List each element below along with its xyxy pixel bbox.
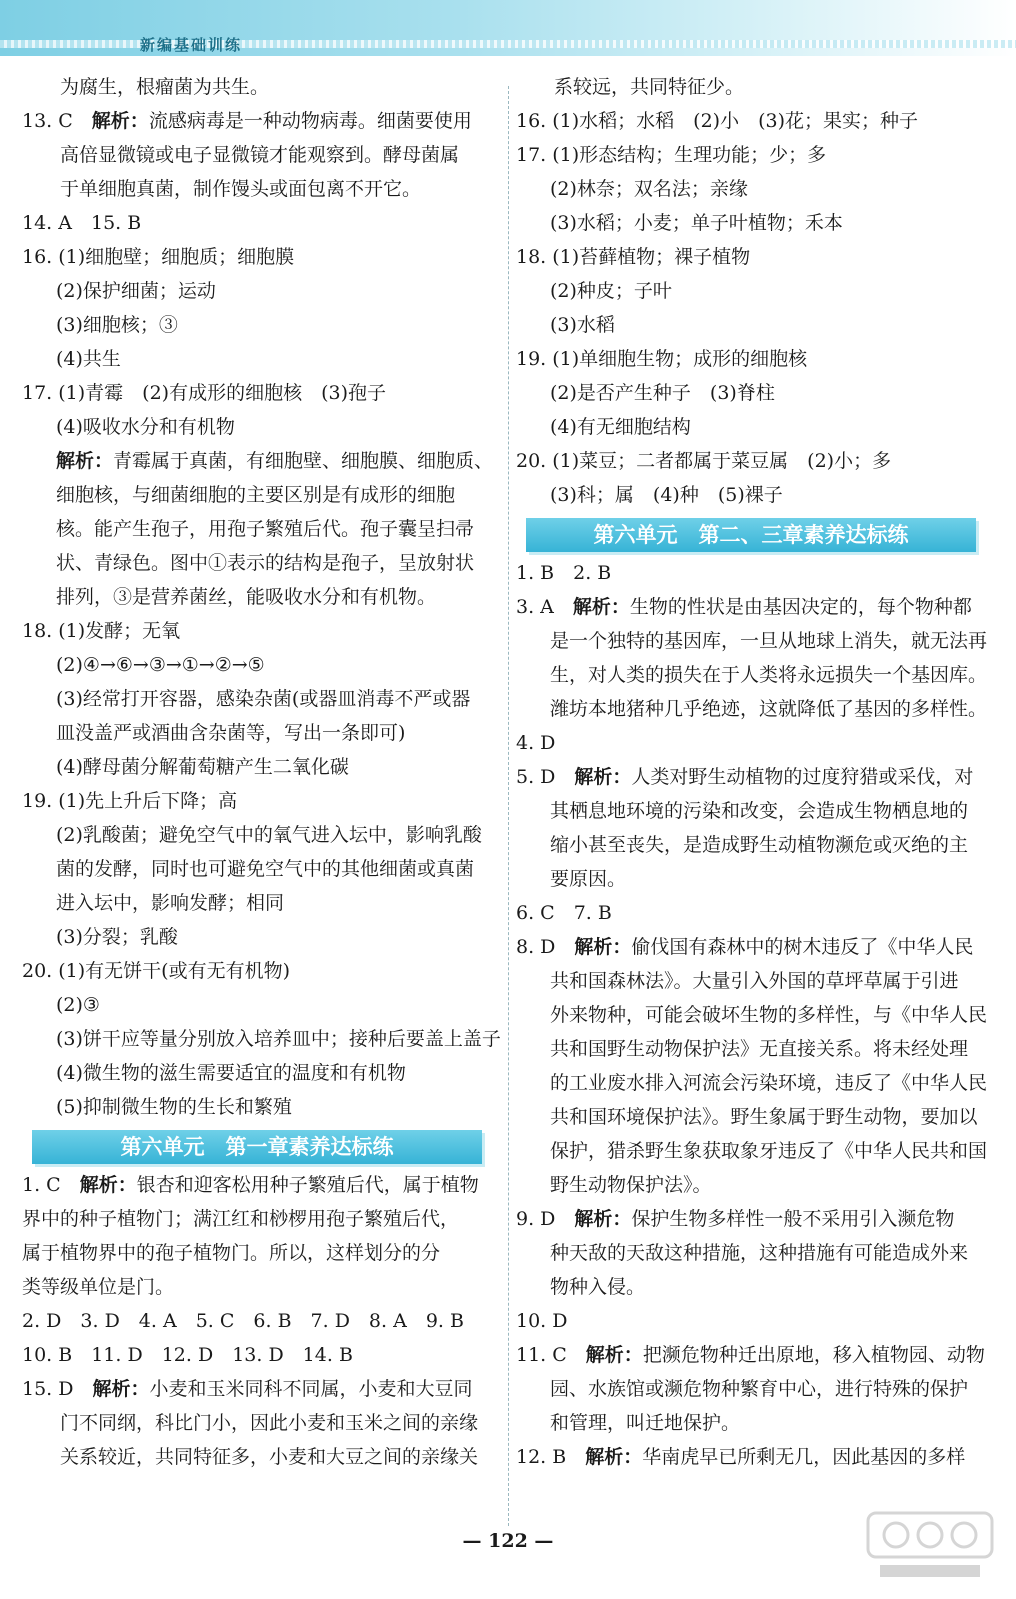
text-line: 16. (1)水稻；水稻 (2)小 (3)花；果实；种子 bbox=[516, 110, 918, 132]
text-line: 5. D 解析：人类对野生动植物的过度狩猎或采伐，对 bbox=[516, 766, 974, 788]
text-line: (2)保护细菌；运动 bbox=[56, 280, 216, 302]
text-line: 潍坊本地猪种几乎绝迹，这就降低了基因的多样性。 bbox=[550, 698, 988, 720]
text-line: 于单细胞真菌，制作馒头或面包离不开它。 bbox=[60, 178, 422, 200]
text-line: 界中的种子植物门；满江红和桫椤用孢子繁殖后代， bbox=[22, 1208, 460, 1230]
watermark-logo bbox=[860, 1505, 1000, 1585]
text-line: 共和国环境保护法》。野生象属于野生动物，要加以 bbox=[550, 1106, 978, 1128]
text-line: 解析：青霉属于真菌，有细胞壁、细胞膜、细胞质、 bbox=[56, 450, 494, 472]
text-line: (3)科；属 (4)种 (5)裸子 bbox=[550, 484, 783, 506]
text-line: (2)林奈；双名法；亲缘 bbox=[550, 178, 748, 200]
text-line: 的工业废水排入河流会污染环境，违反了《中华人民 bbox=[550, 1072, 988, 1094]
text-line: 进入坛中，影响发酵；相同 bbox=[56, 892, 285, 914]
text-line: 生，对人类的损失在于人类将永远损失一个基因库。 bbox=[550, 664, 988, 686]
text-line: 11. C 解析：把濒危物种迁出原地，移入植物园、动物 bbox=[516, 1344, 985, 1366]
text-line: 10. B 11. D 12. D 13. D 14. B bbox=[22, 1344, 353, 1366]
text-line: 10. D bbox=[516, 1310, 568, 1332]
text-line: (3)分裂；乳酸 bbox=[56, 926, 178, 948]
text-line: (3)细胞核；③ bbox=[56, 314, 178, 336]
left-column bbox=[22, 70, 500, 1474]
text-line: 核。能产生孢子，用孢子繁殖后代。孢子囊呈扫帚 bbox=[56, 518, 475, 540]
text-line: 种天敌的天敌这种措施，这种措施有可能造成外来 bbox=[550, 1242, 969, 1264]
text-line: 缩小甚至丧失，是造成野生动植物濒危或灭绝的主 bbox=[550, 834, 969, 856]
text-line: 15. D 解析：小麦和玉米同科不同属，小麦和大豆同 bbox=[22, 1378, 473, 1400]
text-line: (4)微生物的滋生需要适宜的温度和有机物 bbox=[56, 1062, 406, 1084]
page-header-band bbox=[0, 0, 1016, 56]
text-line: 要原因。 bbox=[550, 868, 627, 890]
text-line: 20. (1)有无饼干(或有无有机物) bbox=[22, 960, 290, 982]
text-line: 菌的发酵，同时也可避免空气中的其他细菌或真菌 bbox=[56, 858, 475, 880]
text-line: (3)饼干应等量分别放入培养皿中；接种后要盖上盖子 bbox=[56, 1028, 501, 1050]
right-column bbox=[516, 70, 994, 1474]
text-line: 4. D bbox=[516, 732, 556, 754]
text-line: (4)吸收水分和有机物 bbox=[56, 416, 235, 438]
text-line: 和管理，叫迁地保护。 bbox=[550, 1412, 741, 1434]
text-line: 17. (1)青霉 (2)有成形的细胞核 (3)孢子 bbox=[22, 382, 386, 404]
text-line: 系较远，共同特征少。 bbox=[554, 76, 745, 98]
text-line: (2)④→⑥→③→①→②→⑤ bbox=[56, 654, 265, 676]
text-line: (4)共生 bbox=[56, 348, 121, 370]
section-title: 第六单元 第一章素养达标练 bbox=[32, 1130, 482, 1164]
text-line: 1. B 2. B bbox=[516, 562, 612, 584]
text-line: 6. C 7. B bbox=[516, 902, 612, 924]
text-line: (4)有无细胞结构 bbox=[550, 416, 691, 438]
text-line: 属于植物界中的孢子植物门。所以，这样划分的分 bbox=[22, 1242, 441, 1264]
text-line: 其栖息地环境的污染和改变，会造成生物栖息地的 bbox=[550, 800, 969, 822]
text-line: 排列，③是营养菌丝，能吸收水分和有机物。 bbox=[56, 586, 437, 608]
text-line: 13. C 解析：流感病毒是一种动物病毒。细菌要使用 bbox=[22, 110, 472, 132]
column-divider bbox=[508, 86, 509, 1526]
text-line: 外来物种，可能会破坏生物的多样性，与《中华人民 bbox=[550, 1004, 988, 1026]
section-title: 第六单元 第二、三章素养达标练 bbox=[526, 518, 976, 552]
text-line: 门不同纲，科比门小，因此小麦和玉米之间的亲缘 bbox=[60, 1412, 479, 1434]
text-line: 12. B 解析：华南虎早已所剩无几，因此基因的多样 bbox=[516, 1446, 966, 1468]
text-line: 20. (1)菜豆；二者都属于菜豆属 (2)小；多 bbox=[516, 450, 892, 472]
text-line: 19. (1)单细胞生物；成形的细胞核 bbox=[516, 348, 808, 370]
text-line: 关系较近，共同特征多，小麦和大豆之间的亲缘关 bbox=[60, 1446, 479, 1468]
text-line: 高倍显微镜或电子显微镜才能观察到。酵母菌属 bbox=[60, 144, 460, 166]
text-line: 共和国野生动物保护法》无直接关系。将未经处理 bbox=[550, 1038, 969, 1060]
text-line: 14. A 15. B bbox=[22, 212, 142, 234]
text-line: 3. A 解析：生物的性状是由基因决定的，每个物种都 bbox=[516, 596, 972, 618]
text-line: 皿没盖严或酒曲含杂菌等，写出一条即可) bbox=[56, 722, 406, 744]
page-number: — 122 — bbox=[462, 1530, 554, 1552]
text-line: (2)是否产生种子 (3)脊柱 bbox=[550, 382, 775, 404]
text-line: 共和国森林法》。大量引入外国的草坪草属于引进 bbox=[550, 970, 959, 992]
text-line: 8. D 解析：偷伐国有森林中的树木违反了《中华人民 bbox=[516, 936, 974, 958]
text-line: (4)酵母菌分解葡萄糖产生二氧化碳 bbox=[56, 756, 349, 778]
text-line: (2)③ bbox=[56, 994, 100, 1016]
text-line: (3)水稻；小麦；单子叶植物；禾本 bbox=[550, 212, 843, 234]
text-line: 状、青绿色。图中①表示的结构是孢子，呈放射状 bbox=[56, 552, 475, 574]
text-line: 园、水族馆或濒危物种繁育中心，进行特殊的保护 bbox=[550, 1378, 969, 1400]
text-line: 9. D 解析：保护生物多样性一般不采用引入濒危物 bbox=[516, 1208, 955, 1230]
text-line: (2)乳酸菌；避免空气中的氧气进入坛中，影响乳酸 bbox=[56, 824, 482, 846]
text-line: 野生动物保护法》。 bbox=[550, 1174, 712, 1196]
text-line: 类等级单位是门。 bbox=[22, 1276, 175, 1298]
text-line: 1. C 解析：银杏和迎客松用种子繁殖后代，属于植物 bbox=[22, 1174, 479, 1196]
text-line: 保护，猎杀野生象获取象牙违反了《中华人民共和国 bbox=[550, 1140, 988, 1162]
text-line: 16. (1)细胞壁；细胞质；细胞膜 bbox=[22, 246, 295, 268]
text-line: 物种入侵。 bbox=[550, 1276, 646, 1298]
text-line: (3)经常打开容器，感染杂菌(或器皿消毒不严或器 bbox=[56, 688, 471, 710]
text-line: 18. (1)苔藓植物；裸子植物 bbox=[516, 246, 751, 268]
text-line: 是一个独特的基因库，一旦从地球上消失，就无法再 bbox=[550, 630, 988, 652]
text-line: 18. (1)发酵；无氧 bbox=[22, 620, 181, 642]
text-line: 17. (1)形态结构；生理功能；少；多 bbox=[516, 144, 827, 166]
text-line: 为腐生，根瘤菌为共生。 bbox=[60, 76, 270, 98]
header-title: 新编基础训练 bbox=[140, 36, 243, 54]
text-line: (2)种皮；子叶 bbox=[550, 280, 672, 302]
text-line: 细胞核，与细菌细胞的主要区别是有成形的细胞 bbox=[56, 484, 456, 506]
text-line: 2. D 3. D 4. A 5. C 6. B 7. D 8. A 9. B bbox=[22, 1310, 464, 1332]
text-line: (3)水稻 bbox=[550, 314, 615, 336]
text-line: 19. (1)先上升后下降；高 bbox=[22, 790, 238, 812]
text-line: (5)抑制微生物的生长和繁殖 bbox=[56, 1096, 292, 1118]
